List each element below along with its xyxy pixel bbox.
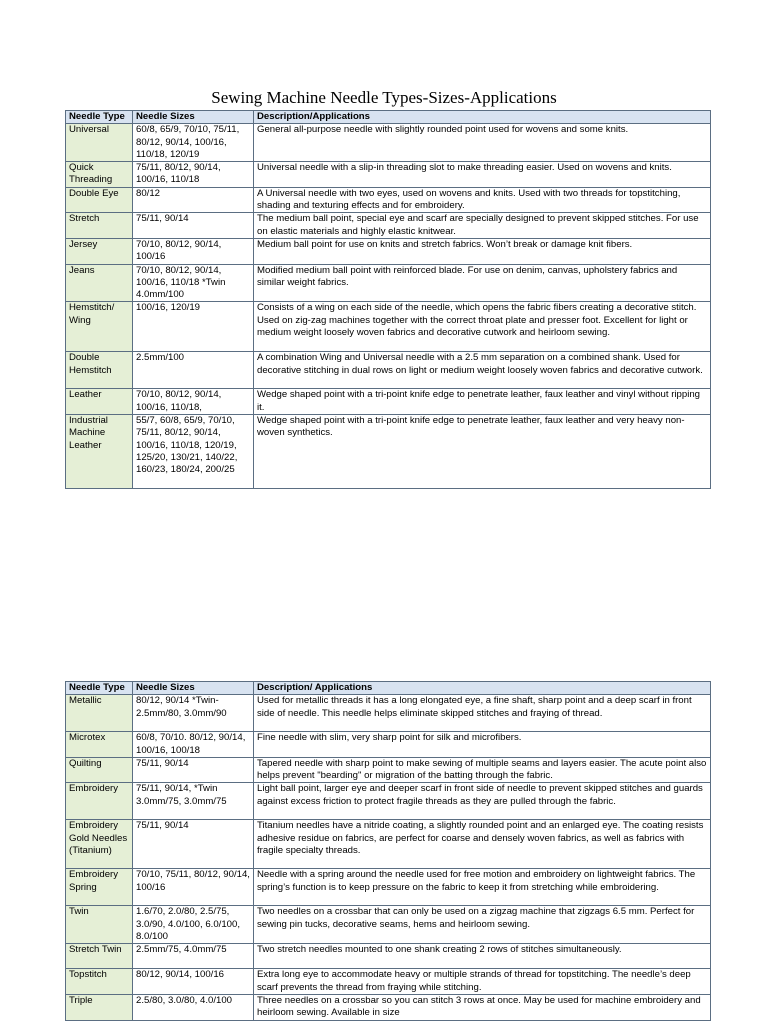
description-cell: Universal needle with a slip-in threading slot to make threading easier. Used on wovens and knits. [254,162,711,188]
header-needle-sizes: Needle Sizes [133,682,254,695]
header-needle-type: Needle Type [66,682,133,695]
needle-type-cell: Twin [66,906,133,944]
needle-sizes-cell: 75/11, 90/14 [133,820,254,869]
description-cell: A Universal needle with two eyes, used on wovens and knits. Used with two threads for topstitching, shading and texturing effects and for embroidery. [254,187,711,213]
needle-type-cell: Stretch Twin [66,944,133,969]
needle-table-1 [65,110,711,489]
table-row [66,783,711,820]
table-row [66,213,711,239]
description-cell: Three needles on a crossbar so you can stitch 3 rows at once. May be used for machine embroidery and heirloom sewing. Available in size [254,994,711,1020]
needle-type-cell: Leather [66,389,133,415]
needle-sizes-cell: 75/11, 80/12, 90/14, 100/16, 110/18 [133,162,254,188]
needle-sizes-cell: 70/10, 80/12, 90/14, 100/16, 110/18, [133,389,254,415]
needle-sizes-cell: 2.5/80, 3.0/80, 4.0/100 [133,994,254,1020]
table-row [66,969,711,995]
needle-sizes-cell: 75/11, 90/14, *Twin 3.0mm/75, 3.0mm/75 [133,783,254,820]
description-cell: Needle with a spring around the needle used for free motion and embroidery on lightweight fabrics. The spring’s function is to keep pressure on the fabric to keep it from stretching while embroidering. [254,869,711,906]
table-row [66,757,711,783]
header-description: Description/Applications [254,111,711,124]
description-cell: Used for metallic threads it has a long elongated eye, a fine shaft, sharp point and a deep scarf in front side of needle. This needle helps eliminate skipped stitches and fraying of thread. [254,695,711,732]
description-cell: Wedge shaped point with a tri-point knife edge to penetrate leather, faux leather and vinyl without ripping it. [254,389,711,415]
table-header-row [66,111,711,124]
needle-sizes-cell: 70/10, 80/12, 90/14, 100/16, 110/18 *Twin 4.0mm/100 [133,264,254,302]
description-cell: General all-purpose needle with slightly rounded point used for wovens and some knits. [254,124,711,162]
needle-sizes-cell: 2.5mm/100 [133,352,254,389]
needle-sizes-cell: 70/10, 80/12, 90/14, 100/16 [133,238,254,264]
needle-sizes-cell: 70/10, 75/11, 80/12, 90/14, 100/16 [133,869,254,906]
needle-type-cell: Topstitch [66,969,133,995]
needle-type-cell: Industrial Machine Leather [66,415,133,489]
table-row [66,944,711,969]
table-row [66,352,711,389]
needle-type-cell: Stretch [66,213,133,239]
table-row [66,906,711,944]
description-cell: Fine needle with slim, very sharp point for silk and microfibers. [254,732,711,758]
table-row [66,994,711,1020]
needle-sizes-cell: 55/7, 60/8, 65/9, 70/10, 75/11, 80/12, 90/14, 100/16, 110/18, 120/19, 125/20, 130/21, 140/22, 160/23, 180/24, 200/25 [133,415,254,489]
description-cell: Two stretch needles mounted to one shank creating 2 rows of stitches simultaneously. [254,944,711,969]
header-needle-type: Needle Type [66,111,133,124]
needle-type-cell: Hemstitch/ Wing [66,302,133,352]
table-row [66,187,711,213]
table-row [66,732,711,758]
needle-sizes-cell: 80/12, 90/14 *Twin- 2.5mm/80, 3.0mm/90 [133,695,254,732]
description-cell: Titanium needles have a nitride coating, a slightly rounded point and an enlarged eye. The coating resists adhesive residue on fabrics, are perfect for coarse and densely woven fabrics, as well as fabrics with fragile specialty threads. [254,820,711,869]
needle-type-cell: Jersey [66,238,133,264]
needle-sizes-cell: 1.6/70, 2.0/80, 2.5/75, 3.0/90, 4.0/100, 6.0/100, 8.0/100 [133,906,254,944]
table-row [66,820,711,869]
needle-type-cell: Embroidery Gold Needles (Titanium) [66,820,133,869]
needle-type-cell: Universal [66,124,133,162]
needle-sizes-cell: 100/16, 120/19 [133,302,254,352]
needle-type-cell: Quick Threading [66,162,133,188]
table-row [66,869,711,906]
table-row [66,162,711,188]
description-cell: A combination Wing and Universal needle with a 2.5 mm separation on a combined shank. Used for decorative stitching in dual rows on light or medium weight loosely woven fabrics and decorative cutwork. [254,352,711,389]
table-header-row [66,682,711,695]
table-row [66,264,711,302]
table-row [66,238,711,264]
description-cell: Consists of a wing on each side of the needle, which opens the fabric fibers creating a decorative stitch. Used on zig-zag machines together with the correct throat plate and presser foot. Excellent for light or medium weight loosely woven fabrics and decorative cutwork and heirloom sewing. [254,302,711,352]
description-cell: Tapered needle with sharp point to make sewing of multiple seams and layers easier. The acute point also helps prevent "bearding" or migration of the batting through the fabric. [254,757,711,783]
needle-table-2 [65,681,711,1021]
needle-sizes-cell: 75/11, 90/14 [133,757,254,783]
description-cell: Wedge shaped point with a tri-point knife edge to penetrate leather, faux leather and very heavy non-woven synthetics. [254,415,711,489]
needle-type-cell: Triple [66,994,133,1020]
header-needle-sizes: Needle Sizes [133,111,254,124]
needle-type-cell: Double Hemstitch [66,352,133,389]
needle-type-cell: Quilting [66,757,133,783]
table-row [66,695,711,732]
needle-sizes-cell: 60/8, 70/10. 80/12, 90/14, 100/16, 100/18 [133,732,254,758]
table-row [66,124,711,162]
needle-sizes-cell: 60/8, 65/9, 70/10, 75/11, 80/12, 90/14, 100/16, 110/18, 120/19 [133,124,254,162]
needle-sizes-cell: 2.5mm/75, 4.0mm/75 [133,944,254,969]
description-cell: Medium ball point for use on knits and stretch fabrics. Won’t break or damage knit fibers. [254,238,711,264]
description-cell: Modified medium ball point with reinforced blade. For use on denim, canvas, upholstery fabrics and similar weight fabrics. [254,264,711,302]
description-cell: Light ball point, larger eye and deeper scarf in front side of needle to prevent skipped stitches and guards against excess friction to protect fragile threads as they are pulled through the fabric. [254,783,711,820]
needle-type-cell: Jeans [66,264,133,302]
needle-type-cell: Microtex [66,732,133,758]
needle-sizes-cell: 75/11, 90/14 [133,213,254,239]
table-row [66,302,711,352]
description-cell: Two needles on a crossbar that can only be used on a zigzag machine that zigzags 6.5 mm. Perfect for sewing pin tucks, decorative seams, hems and heirloom sewing. [254,906,711,944]
needle-type-cell: Embroidery [66,783,133,820]
header-description: Description/ Applications [254,682,711,695]
needle-type-cell: Metallic [66,695,133,732]
table-row [66,389,711,415]
description-cell: Extra long eye to accommodate heavy or multiple strands of thread for topstitching. The needle’s deep scarf prevents the thread from fraying while stitching. [254,969,711,995]
needle-type-cell: Double Eye [66,187,133,213]
needle-sizes-cell: 80/12 [133,187,254,213]
description-cell: The medium ball point, special eye and scarf are specially designed to prevent skipped stitches. For use on elastic materials and highly elastic knitwear. [254,213,711,239]
needle-sizes-cell: 80/12, 90/14, 100/16 [133,969,254,995]
needle-type-cell: Embroidery Spring [66,869,133,906]
document-title: Sewing Machine Needle Types-Sizes-Applications [211,88,557,107]
table-row [66,415,711,489]
